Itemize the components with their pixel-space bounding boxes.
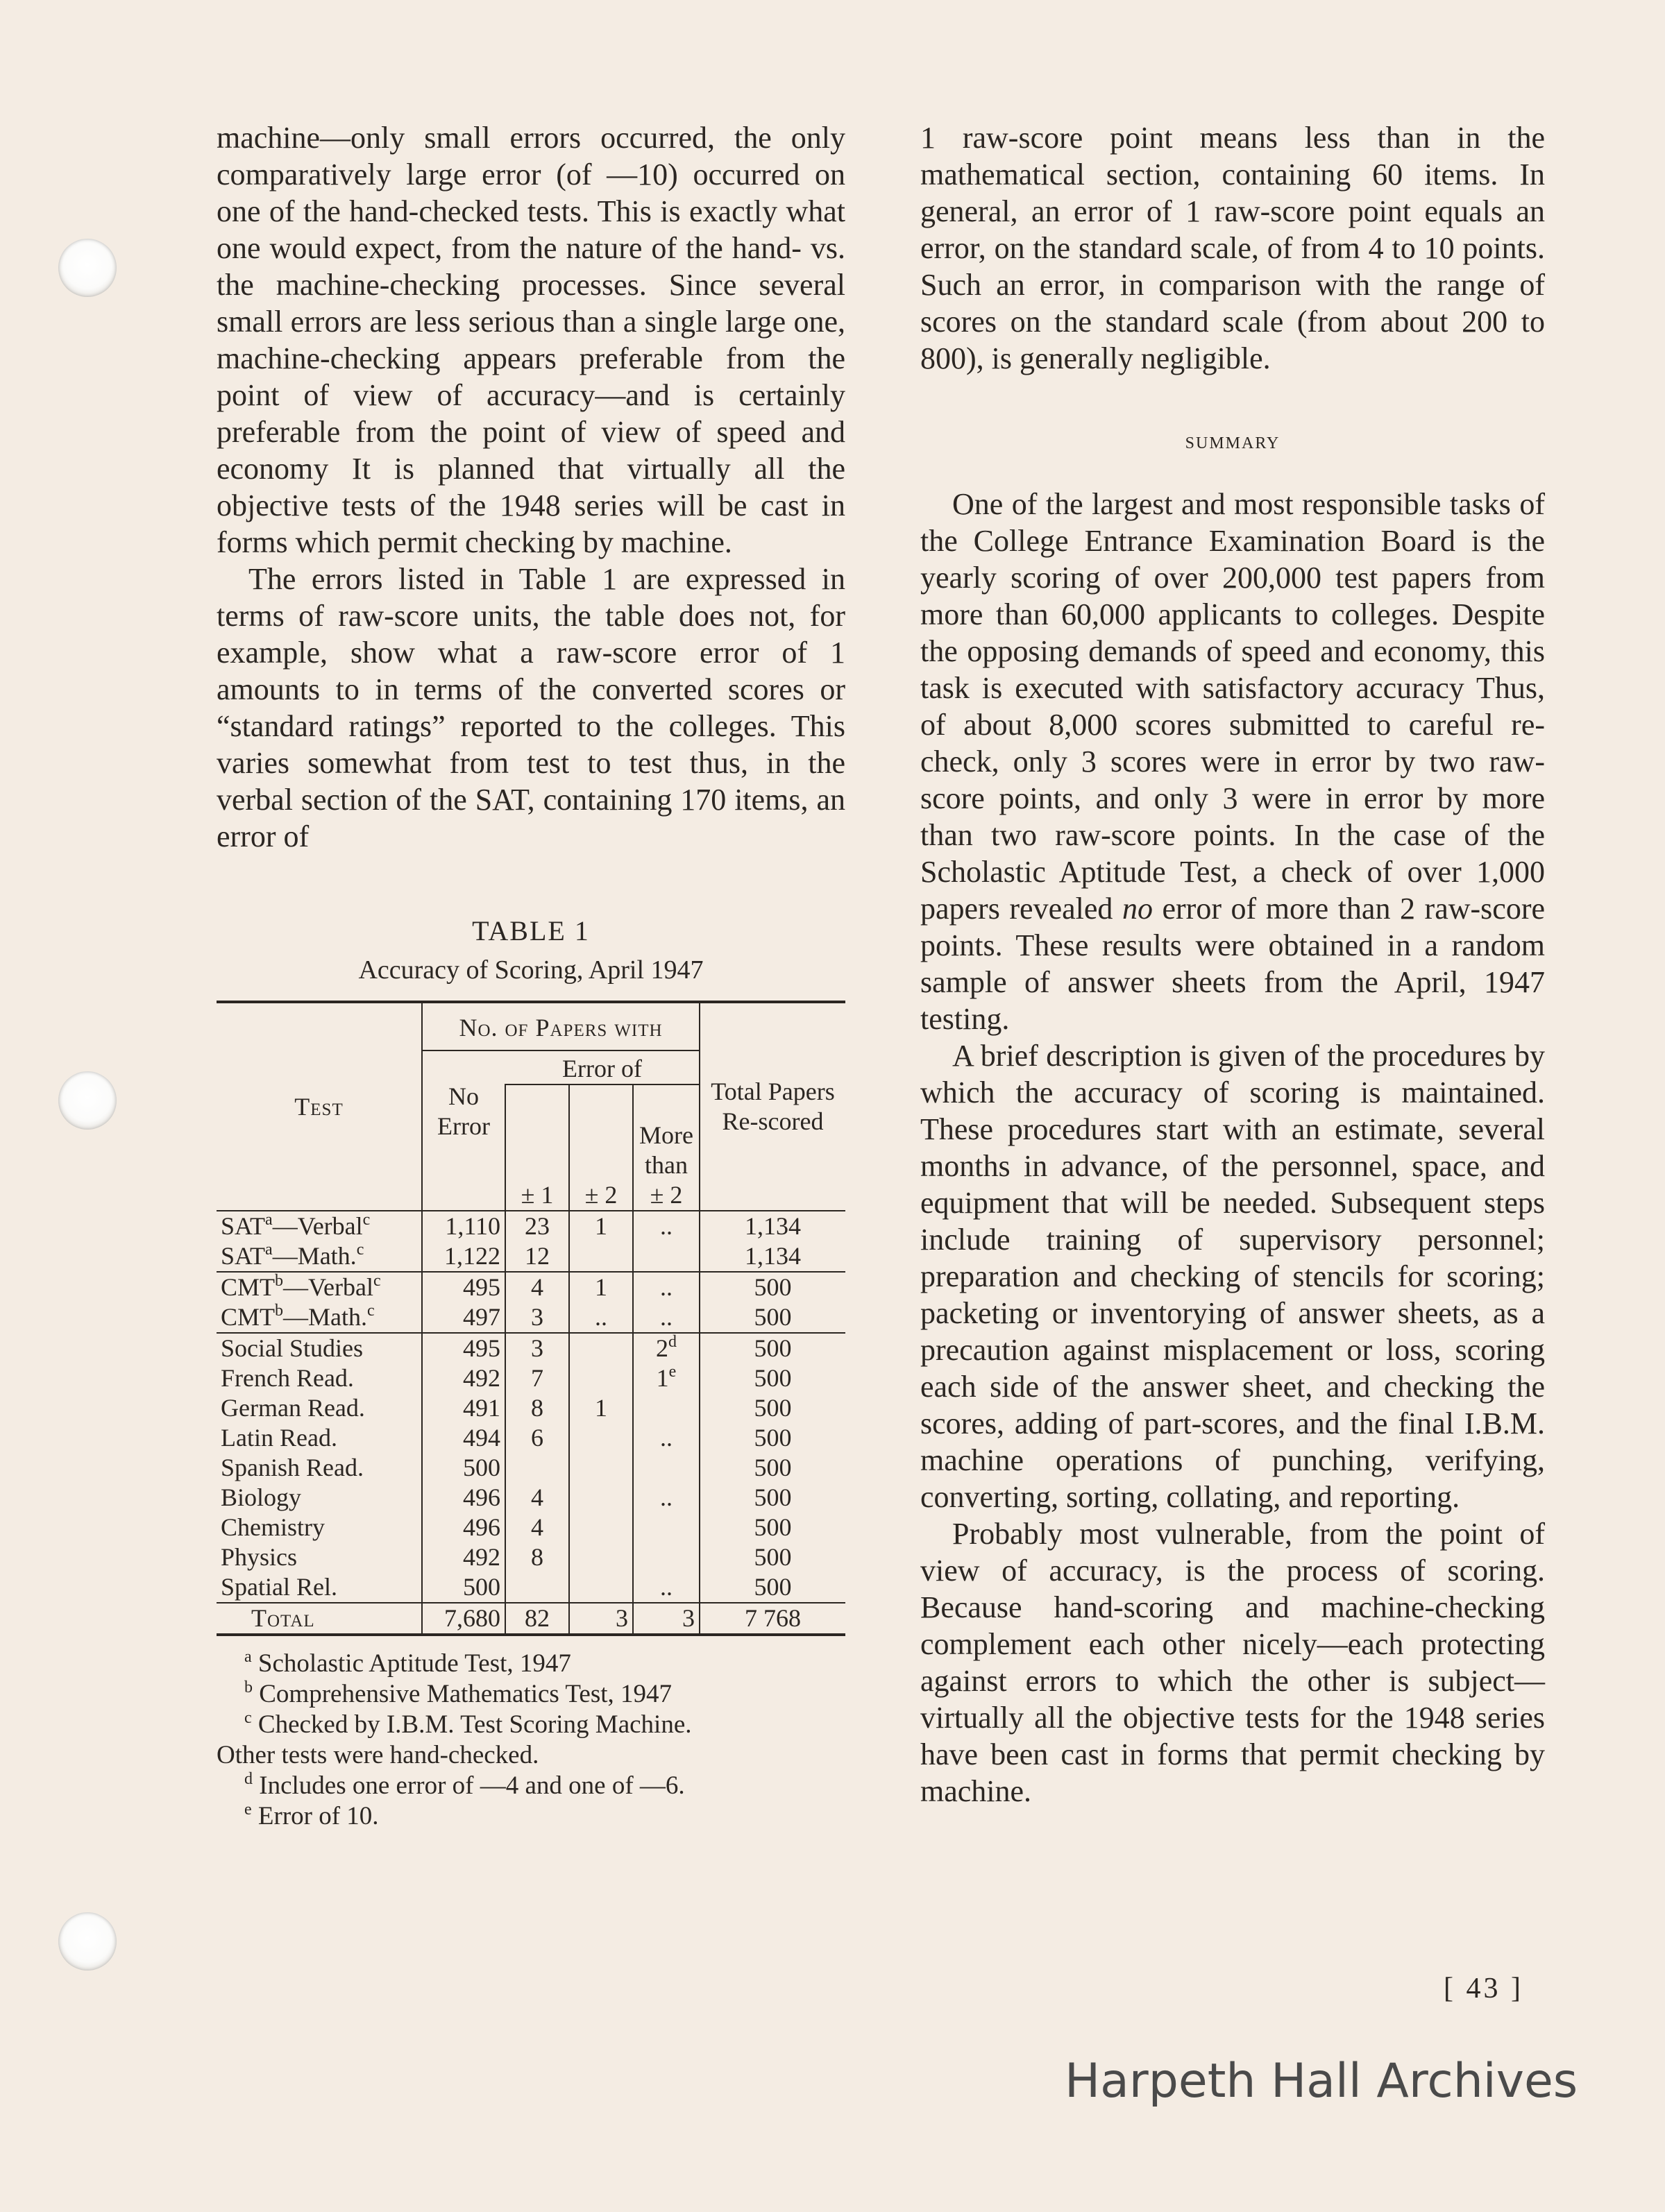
table-row <box>217 1363 845 1393</box>
cell-plus-minus-2 <box>569 1542 633 1572</box>
cell-test: German Read. <box>221 1394 365 1422</box>
table-total-row <box>217 1603 845 1635</box>
cell-plus-minus-2 <box>569 1363 633 1393</box>
cell-total: 500 <box>700 1272 845 1302</box>
table-caption: Accuracy of Scoring, April 1947 <box>358 955 704 985</box>
header-no-error: No Error <box>422 1050 505 1211</box>
cell-more-than-2 <box>633 1453 700 1483</box>
cell-more-than-2: .. <box>633 1272 700 1302</box>
cell-total: 1,134 <box>700 1241 845 1272</box>
cell-total-plus-minus-2: 3 <box>569 1603 633 1635</box>
binder-hole-middle <box>58 1071 117 1130</box>
table-row <box>217 1333 845 1363</box>
cell-test: Spatial Rel. <box>221 1573 337 1601</box>
table-row <box>217 1542 845 1572</box>
left-column <box>217 119 845 1832</box>
table-row <box>217 1211 845 1241</box>
cell-plus-minus-2 <box>569 1572 633 1603</box>
cell-total: 500 <box>700 1302 845 1333</box>
header-error-of: Error of <box>505 1050 700 1084</box>
cell-plus-minus-1: 3 <box>505 1302 569 1333</box>
cell-test: CMT$^b$—Math.$^c$ <box>221 1302 375 1331</box>
table-row <box>217 1453 845 1483</box>
binder-hole-bottom <box>58 1912 117 1971</box>
cell-total: 500 <box>700 1513 845 1542</box>
cell-test: Biology <box>221 1483 302 1511</box>
cell-no-error: 491 <box>422 1393 505 1423</box>
table-row <box>217 1572 845 1603</box>
table-row <box>217 1393 845 1423</box>
header-plus-minus-2: ± 2 <box>569 1084 633 1211</box>
cell-plus-minus-2 <box>569 1333 633 1363</box>
cell-no-error: 494 <box>422 1423 505 1453</box>
header-plus-minus-1: ± 1 <box>505 1084 569 1211</box>
accuracy-table <box>217 1001 845 1636</box>
cell-plus-minus-2 <box>569 1423 633 1453</box>
summary-paragraph-3: Probably most vulnerable, from the point of view of accuracy, is the process of scoring. Because hand-scoring and machine-checking complement each other nicely—each protecting against errors to which the other is subject—virtually all the objective tests for the 1948 series have been cast in forms that permit checking by machine. <box>920 1517 1545 1808</box>
cell-more-than-2 <box>633 1513 700 1542</box>
cell-plus-minus-1: 4 <box>505 1483 569 1513</box>
cell-total: 500 <box>700 1453 845 1483</box>
cell-total-rescored: 7 768 <box>700 1603 845 1635</box>
header-more-than-2: More than ± 2 <box>633 1084 700 1211</box>
page-number: [ 43 ] <box>1444 1973 1523 2005</box>
cell-total: 500 <box>700 1393 845 1423</box>
summary-heading: summary <box>1185 428 1281 454</box>
cell-test: CMT$^b$—Verbal$^c$ <box>217 1272 422 1302</box>
cell-no-error: 500 <box>422 1453 505 1483</box>
cell-test: SAT$^a$—Math.$^c$ <box>221 1241 364 1270</box>
cell-total-more-than-2: 3 <box>633 1603 700 1635</box>
cell-plus-minus-2: 1 <box>569 1393 633 1423</box>
right-column <box>920 119 1545 1810</box>
footnote-a: $^a$ Scholastic Aptitude Test, 1947 <box>244 1648 571 1678</box>
cell-no-error: 496 <box>422 1483 505 1513</box>
cell-no-error: 1,110 <box>422 1211 505 1241</box>
cell-more-than-2: .. <box>633 1572 700 1603</box>
footnote-b: $^b$ Comprehensive Mathematics Test, 1947 <box>244 1678 673 1708</box>
cell-no-error: 492 <box>422 1542 505 1572</box>
cell-test: Latin Read. <box>221 1424 337 1452</box>
cell-more-than-2: .. <box>633 1302 700 1333</box>
cell-total: 500 <box>700 1572 845 1603</box>
footnote-d: $^d$ Includes one error of —4 and one of —6. <box>244 1770 685 1800</box>
cell-plus-minus-2 <box>569 1513 633 1542</box>
cell-plus-minus-1: 6 <box>505 1423 569 1453</box>
table-row <box>217 1423 845 1453</box>
cell-plus-minus-1: 8 <box>505 1393 569 1423</box>
table-row <box>217 1241 845 1272</box>
header-total: Total Papers Re-scored <box>700 1002 845 1211</box>
cell-no-error: 496 <box>422 1513 505 1542</box>
cell-more-than-2: .. <box>633 1483 700 1513</box>
cell-no-error: 495 <box>422 1333 505 1363</box>
cell-no-error: 497 <box>422 1302 505 1333</box>
cell-total-label: Total <box>217 1603 422 1635</box>
table-row <box>217 1272 845 1302</box>
cell-plus-minus-1: 7 <box>505 1363 569 1393</box>
cell-plus-minus-2: .. <box>569 1302 633 1333</box>
cell-no-error: 495 <box>422 1272 505 1302</box>
cell-total: 500 <box>700 1483 845 1513</box>
left-paragraph-2: The errors listed in Table 1 are expressed in terms of raw-score units, the table does not, for example, show what a raw-score error of 1 amounts to in terms of the converted scores or “standard ratings” reported to the colleges. This varies somewhat from test to test thus, in the verbal section of the SAT, containing 170 items, an error of <box>217 562 845 853</box>
cell-no-error: 1,122 <box>422 1241 505 1272</box>
cell-more-than-2: .. <box>633 1423 700 1453</box>
table-row <box>217 1302 845 1333</box>
cell-total: 500 <box>700 1542 845 1572</box>
cell-more-than-2: .. <box>633 1211 700 1241</box>
cell-total: 500 <box>700 1423 845 1453</box>
summary-paragraph-1: One of the largest and most responsible tasks of the College Entrance Examination Board is the yearly scoring of over 200,000 test papers from more than 60,000 applicants to colleges. Despite the opposing demands of speed and economy, this task is executed with satisfactory accuracy Thus, of about 8,000 scores submitted to careful re-check, only 3 scores were in error by two raw-score points, and only 3 were in error by more than two raw-score points. In the case of the Scholastic Aptitude Test, a check of over 1,000 papers revealed no error of more than 2 raw-score points. These results were obtained in a random sample of answer sheets from the April, 1947 testing. <box>920 487 1545 1036</box>
cell-more-than-2: 1e <box>633 1363 700 1393</box>
table-row <box>217 1483 845 1513</box>
cell-test: Chemistry <box>221 1513 325 1541</box>
cell-plus-minus-1 <box>505 1453 569 1483</box>
cell-more-than-2 <box>633 1393 700 1423</box>
cell-plus-minus-2: 1 <box>569 1211 633 1241</box>
archive-watermark: Harpeth Hall Archives <box>1065 2054 1578 2109</box>
cell-more-than-2: 2$^d$ <box>633 1333 700 1363</box>
cell-test: Physics <box>221 1543 298 1571</box>
cell-total-no-error: 7,680 <box>422 1603 505 1635</box>
cell-plus-minus-1: 23 <box>505 1211 569 1241</box>
footnote-e: $^e$ Error of 10. <box>244 1801 379 1830</box>
header-papers-with: No. of Papers with <box>422 1002 700 1050</box>
cell-test: Spanish Read. <box>221 1454 364 1481</box>
cell-plus-minus-1 <box>505 1572 569 1603</box>
binder-hole-top <box>58 239 117 297</box>
footnote-c-continued: Other tests were hand-checked. <box>217 1741 539 1769</box>
cell-plus-minus-2 <box>569 1453 633 1483</box>
cell-more-than-2 <box>633 1542 700 1572</box>
cell-test: Social Studies <box>217 1333 422 1363</box>
summary-paragraph-2: A brief description is given of the procedures by which the accuracy of scoring is maintained. These procedures start with an estimate, several months in advance, of the personnel, space, and equipment that will be needed. Subsequent steps include training of supervisory personnel; preparation and checking of stencils for scoring; packeting or inventorying of answer sheets, as a precaution against misplacement or loss, scoring each side of the answer sheet, and checking the scores, adding of part-scores, and the final I.B.M. machine operations of punching, verifying, converting, sorting, collating, and reporting. <box>920 1039 1545 1514</box>
cell-plus-minus-1: 8 <box>505 1542 569 1572</box>
cell-plus-minus-1: 4 <box>505 1513 569 1542</box>
cell-plus-minus-2: 1 <box>569 1272 633 1302</box>
cell-plus-minus-1: 12 <box>505 1241 569 1272</box>
cell-test: French Read. <box>221 1364 354 1392</box>
cell-plus-minus-2 <box>569 1483 633 1513</box>
cell-plus-minus-2 <box>569 1241 633 1272</box>
cell-no-error: 500 <box>422 1572 505 1603</box>
cell-test: SAT$^a$—Verbal$^c$ <box>217 1211 422 1241</box>
cell-plus-minus-1: 3 <box>505 1333 569 1363</box>
cell-total: 1,134 <box>700 1211 845 1241</box>
header-test: Test <box>294 1092 344 1121</box>
cell-total-plus-minus-1: 82 <box>505 1603 569 1635</box>
cell-total: 500 <box>700 1333 845 1363</box>
cell-plus-minus-1: 4 <box>505 1272 569 1302</box>
table-footnotes <box>217 1649 845 1832</box>
cell-total: 500 <box>700 1363 845 1393</box>
right-intro-paragraph: 1 raw-score point means less than in the mathematical section, containing 60 items. In general, an error of 1 raw-score point equals an error, on the standard scale, of from 4 to 10 points. Such an error, in comparison with the range of scores on the standard scale (from about 200 to 800), is generally negligible. <box>920 121 1545 375</box>
cell-no-error: 492 <box>422 1363 505 1393</box>
left-paragraph-1: machine—only small errors occurred, the only comparatively large error (of —10) occurred on one of the hand-checked tests. This is exactly what one would expect, from the nature of the hand- vs. the machine-checking processes. Since several small errors are less serious than a single large one, machine-checking appears preferable from the point of view of accuracy—and is certainly preferable from the point of view of speed and economy It is planned that virtually all the objective tests of the 1948 series will be cast in forms which permit checking by machine. <box>217 121 845 559</box>
footnote-c: $^c$ Checked by I.B.M. Test Scoring Machine. <box>244 1709 692 1739</box>
table-row <box>217 1513 845 1542</box>
cell-more-than-2 <box>633 1241 700 1272</box>
table-title: TABLE 1 <box>472 915 590 946</box>
